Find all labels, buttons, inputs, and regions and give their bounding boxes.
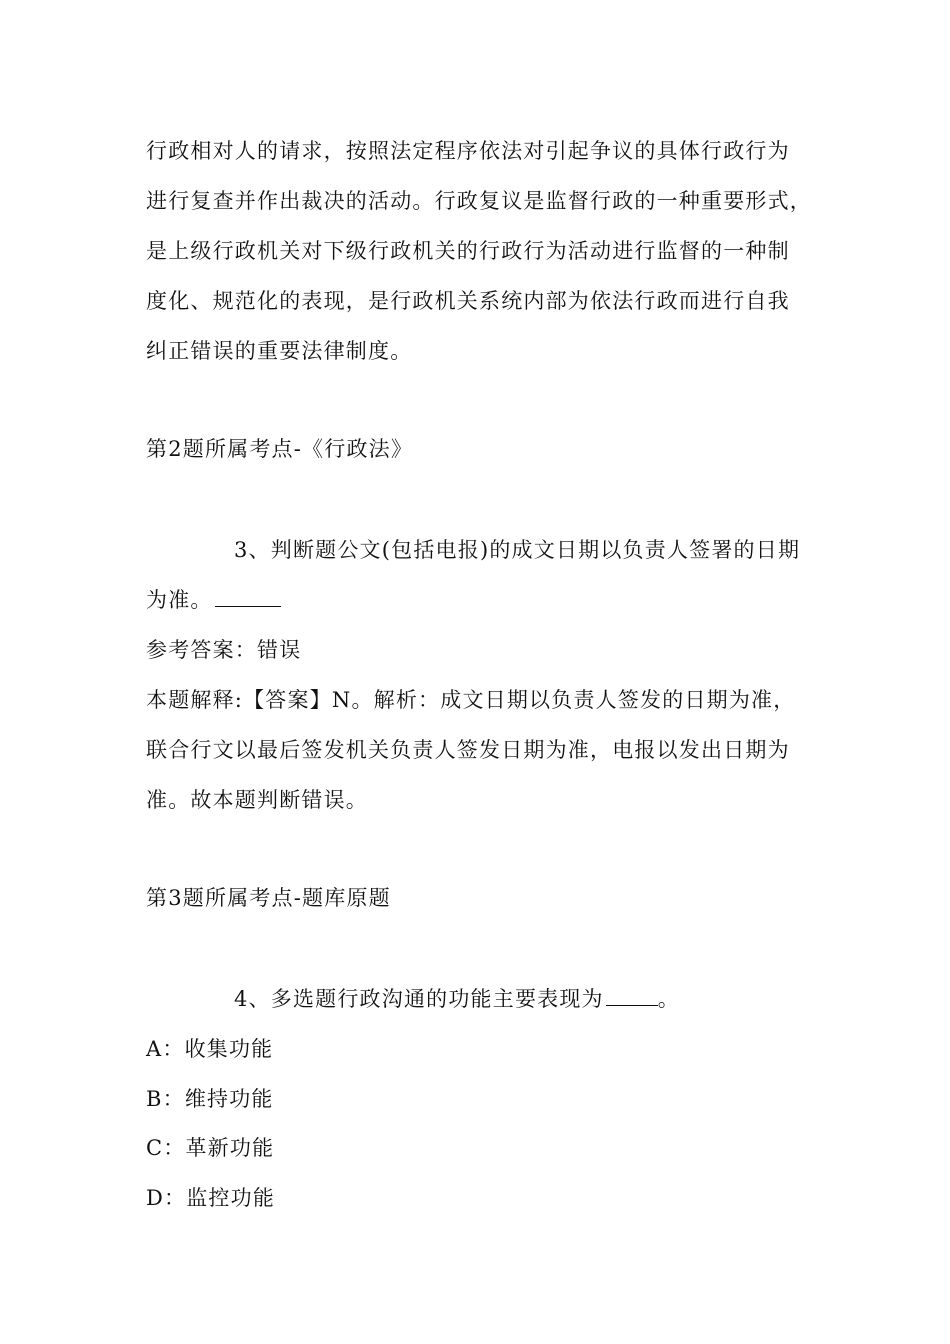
answer-blank — [215, 588, 281, 607]
q3-stem-text: 为准。 — [146, 588, 213, 612]
intro-line-3: 是上级行政机关对下级行政机关的行政行为活动进行监督的一种制 — [146, 239, 790, 263]
q3-explanation-line-2: 联合行文以最后签发机关负责人签发日期为准，电报以发出日期为 — [146, 738, 790, 762]
q4-option-c: C：革新功能 — [146, 1136, 275, 1160]
intro-line-1: 行政相对人的请求，按照法定程序依法对引起争议的具体行政行为 — [146, 139, 790, 163]
q3-answer: 参考答案：错误 — [146, 638, 302, 662]
q4-option-a: A：收集功能 — [146, 1037, 274, 1061]
q4-stem-end: 。 — [657, 987, 680, 1011]
answer-blank — [606, 987, 658, 1006]
q4-option-d: D：监控功能 — [146, 1186, 276, 1210]
q3-topic: 第3题所属考点-题库原题 — [146, 886, 391, 910]
q3-explanation-line-1: 本题解释:【答案】N。解析：成文日期以负责人签发的日期为准， — [146, 688, 796, 712]
q3-stem-line-2 — [146, 586, 281, 614]
q2-topic: 第2题所属考点-《行政法》 — [146, 437, 414, 461]
intro-line-5: 纠正错误的重要法律制度。 — [146, 339, 413, 363]
q4-stem — [234, 985, 680, 1013]
intro-line-4: 度化、规范化的表现，是行政机关系统内部为依法行政而进行自我 — [146, 289, 790, 313]
intro-line-2: 进行复查并作出裁决的活动。行政复议是监督行政的一种重要形式， — [146, 189, 812, 213]
q3-stem-line-1: 3、判断题公文(包括电报)的成文日期以负责人签署的日期 — [234, 538, 801, 562]
q4-option-b: B：维持功能 — [146, 1087, 274, 1111]
q3-explanation-line-3: 准。故本题判断错误。 — [146, 788, 368, 812]
q4-stem-text: 4、多选题行政沟通的功能主要表现为 — [234, 987, 604, 1011]
